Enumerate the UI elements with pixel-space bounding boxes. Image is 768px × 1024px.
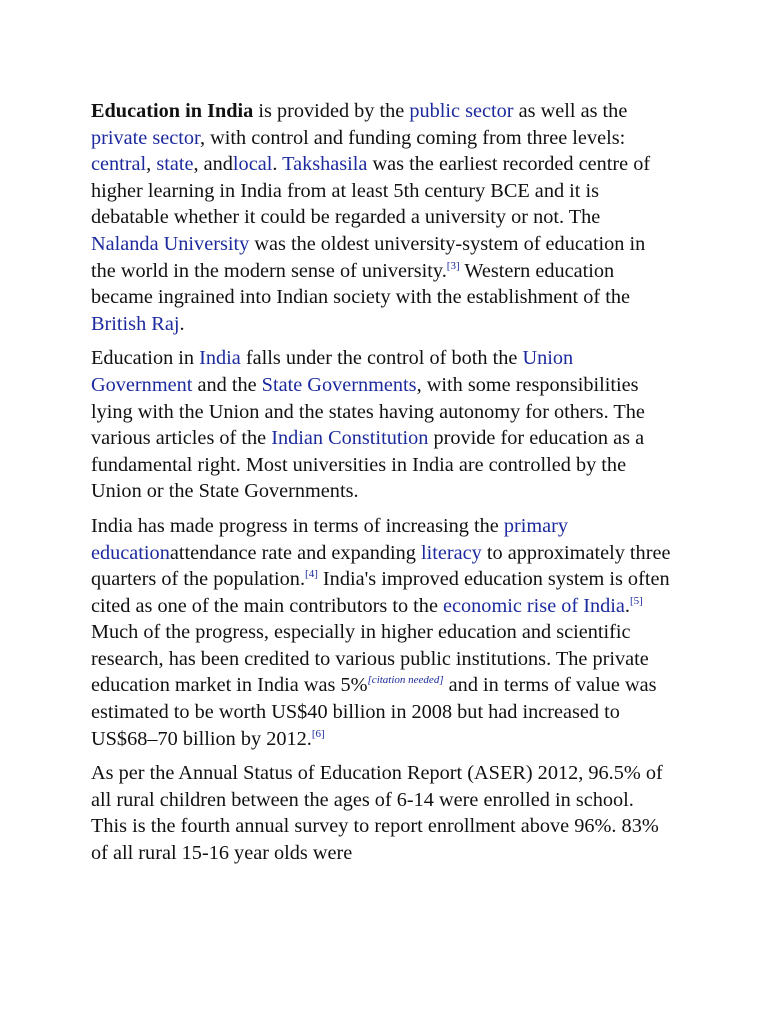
text-segment: Western education became ingrained into Indian society with the establishment of the [91,259,636,309]
text-segment: , with some responsibilities lying with the Union and the states having autonomy for others. The various articles of the [91,373,650,450]
text-segment: to approximately three quarters of the population. [91,541,676,591]
paragraph-progress [91,513,676,752]
text-segment: Education in [91,347,200,370]
link-takshasila[interactable]: Takshasila [282,153,368,176]
link-indian-constitution[interactable]: Indian Constitution [271,427,429,450]
reference-link[interactable]: [4] [305,568,318,581]
article-subject: Education in India [91,100,254,122]
link-state-governments[interactable]: State Governments [261,373,417,396]
text-segment: was the earliest recorded centre of higher learning in India from at least 5th century BCE and it is debatable whether it could be regarded a university or not. The [91,153,656,229]
paragraph-intro [91,98,671,337]
text-segment: Much of the progress, especially in higher education and scientific research, has been credited to various public institutions. The private education market in India was 5% [91,594,654,697]
text-segment: . [179,312,185,335]
link-state[interactable]: state [156,153,194,176]
text-segment: India has made progress in terms of increasing the [91,514,504,537]
text-segment: falls under the control of both the [240,347,523,370]
text-segment: was the oldest university-system of education in the world in the modern sense of university. [91,232,651,282]
link-india[interactable]: India [199,347,241,370]
text-segment: is provided by the [253,100,410,122]
link-central[interactable]: central [91,153,147,176]
text-segment: . [624,594,630,617]
text-segment: provide for education as a fundamental right. Most universities in India are controlled by the Union or the State Governments. [91,427,650,503]
link-economic-rise-of-india[interactable]: economic rise of India [443,594,625,617]
text-segment: , with control and funding coming from three levels: [200,126,631,149]
reference-link[interactable]: [6] [311,727,325,740]
text-segment: As per the Annual Status of Education Report (ASER) 2012, 96.5% of all rural children between the ages of 6-14 were enrolled in school. This is the fourth annual survey to report enrollment above 96%. 83% of all rural 15-16 year olds were [91,762,668,865]
text-segment: India's improved education system is often cited as one of the main contributors to the [91,568,675,617]
link-union-government[interactable]: Union Government [91,347,574,396]
paragraph-aser [91,760,671,866]
text-segment: , [146,153,157,176]
link-nalanda-university[interactable]: Nalanda University [91,232,250,255]
text-segment: , and [193,153,233,176]
link-british-raj[interactable]: British Raj [91,312,180,335]
article-body [91,98,676,875]
link-literacy[interactable]: literacy [420,541,482,564]
link-public-sector[interactable]: public sector [409,100,514,122]
link-primary-education[interactable]: primary education [91,514,569,564]
text-segment: . [272,153,283,176]
reference-link[interactable]: [3] [446,259,460,272]
text-segment: as well as the [513,100,633,122]
text-segment: attendance rate and expanding [169,541,421,564]
reference-link[interactable]: [5] [630,594,643,607]
link-local[interactable]: local [232,153,273,176]
link-private-sector[interactable]: private sector [91,126,200,149]
text-segment: and the [192,373,262,396]
citation-needed-link[interactable]: [citation needed] [367,674,444,687]
paragraph-governance [91,345,671,505]
text-segment: and in terms of value was estimated to be worth US$40 billion in 2008 but had increased to US$68–70 billion by 2012. [91,674,662,750]
